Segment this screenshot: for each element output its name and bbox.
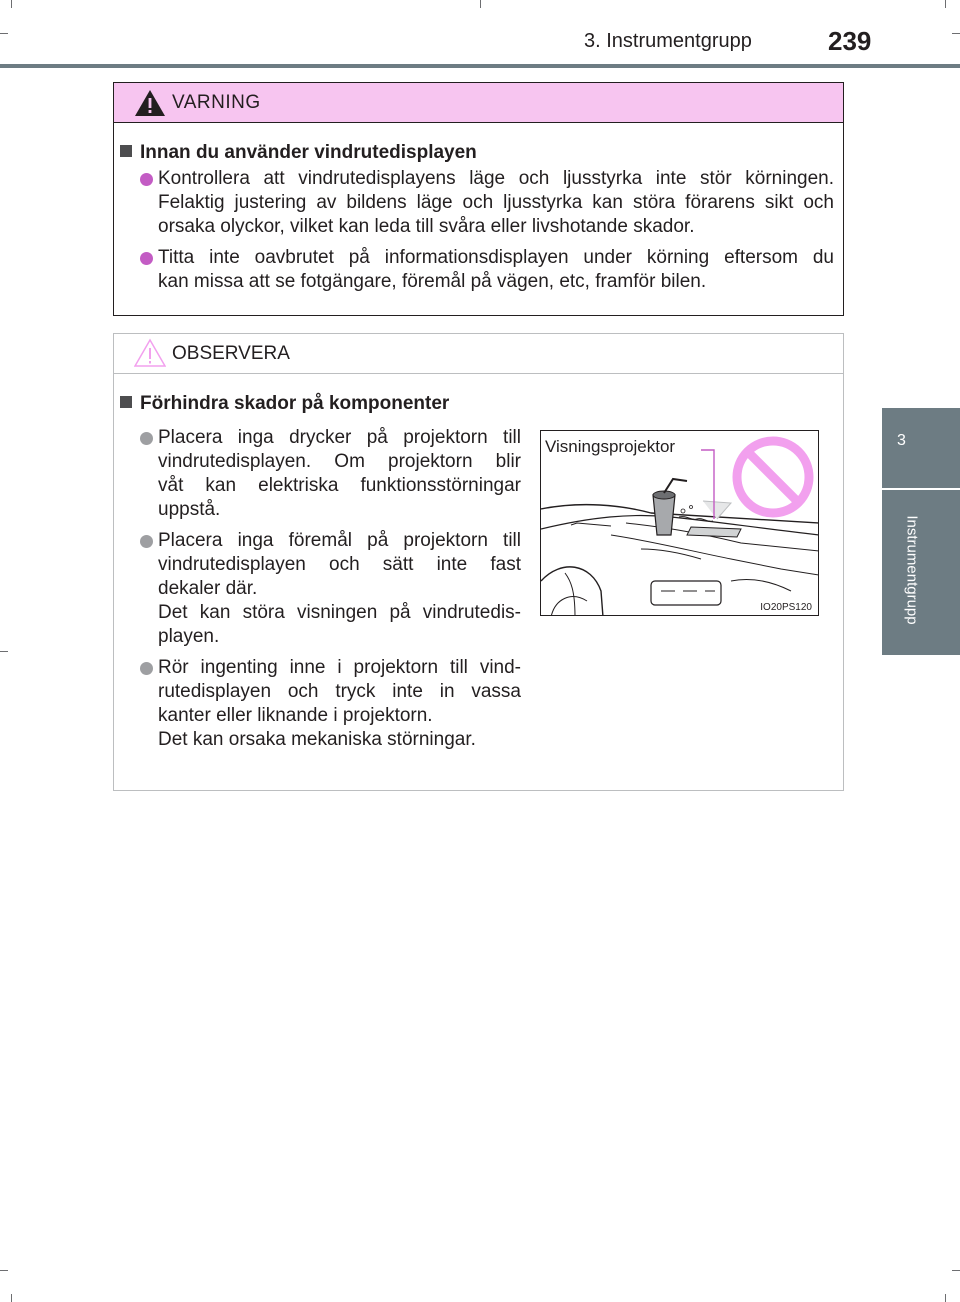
- warning-title: VARNING: [172, 92, 261, 113]
- notice-section-heading: Förhindra skador på komponenter: [120, 393, 449, 415]
- notice-header: [114, 334, 843, 374]
- crop-mark: [0, 651, 8, 652]
- crop-mark: [11, 1294, 12, 1302]
- crop-mark: [945, 1294, 946, 1302]
- chapter-tab: [882, 408, 960, 488]
- illustration-callout-label: Visningsprojektor: [545, 437, 676, 456]
- crop-mark: [480, 0, 481, 8]
- chapter-tab-label: Instrumentgrupp: [903, 515, 921, 625]
- bullet-icon: [140, 535, 153, 548]
- warning-header: [114, 83, 843, 123]
- warning-bullet-1: Kontrollera att vindrutedisplayens läge och ljusstyrka inte stör körningen. Felaktig justering av bildens läge och ljusstyrka kan störa förarens sikt och orsaka olyckor, vilket kan leda till svåra eller livshotande skador.: [158, 168, 834, 237]
- notice-bullet-3: Rör ingenting inne i projektorn till vind- rutedisplayen och tryck inte in vassa kanter eller liknande i projektorn. Det kan orsaka mekaniska störningar.: [158, 657, 521, 750]
- crop-mark: [0, 1270, 8, 1271]
- crop-mark: [11, 0, 12, 8]
- illustration-code: IO20PS120: [760, 602, 812, 613]
- warning-bullet-2: Titta inte oavbrutet på informationsdisplayen under körning eftersom du kan missa att se fotgängare, föremål på vägen, etc, framför bilen.: [158, 247, 834, 292]
- bullet-icon: [140, 252, 153, 265]
- notice-title: OBSERVERA: [172, 343, 290, 364]
- crop-mark: [0, 33, 8, 34]
- chapter-tab-band: [882, 490, 960, 655]
- bullet-icon: [140, 173, 153, 186]
- projector-illustration: [540, 430, 819, 616]
- warning-triangle-icon: [134, 89, 166, 117]
- warning-section-heading: Innan du använder vindrutedisplayen: [120, 142, 477, 164]
- bullet-icon: [140, 662, 153, 675]
- square-bullet-icon: [120, 396, 132, 408]
- crop-mark: [952, 33, 960, 34]
- dashboard-drawing: [541, 431, 819, 616]
- page-number: 239: [828, 26, 872, 56]
- caution-triangle-icon: [134, 338, 166, 368]
- crop-mark: [945, 0, 946, 8]
- square-bullet-icon: [120, 145, 132, 157]
- notice-bullet-2: Placera inga föremål på projektorn till vindrutedisplayen och sätt inte fast dekaler där. Det kan störa visningen på vindrutedis- playen.: [158, 530, 521, 647]
- notice-bullet-1: Placera inga drycker på projektorn till vindrutedisplayen. Om projektorn blir våt kan elektriska funktionsstörningar uppstå.: [158, 427, 521, 520]
- crop-mark: [952, 1270, 960, 1271]
- chapter-tab-number: 3: [897, 432, 906, 449]
- bullet-icon: [140, 432, 153, 445]
- chapter-title: 3. Instrumentgrupp: [584, 30, 752, 52]
- header-rule: [0, 64, 960, 68]
